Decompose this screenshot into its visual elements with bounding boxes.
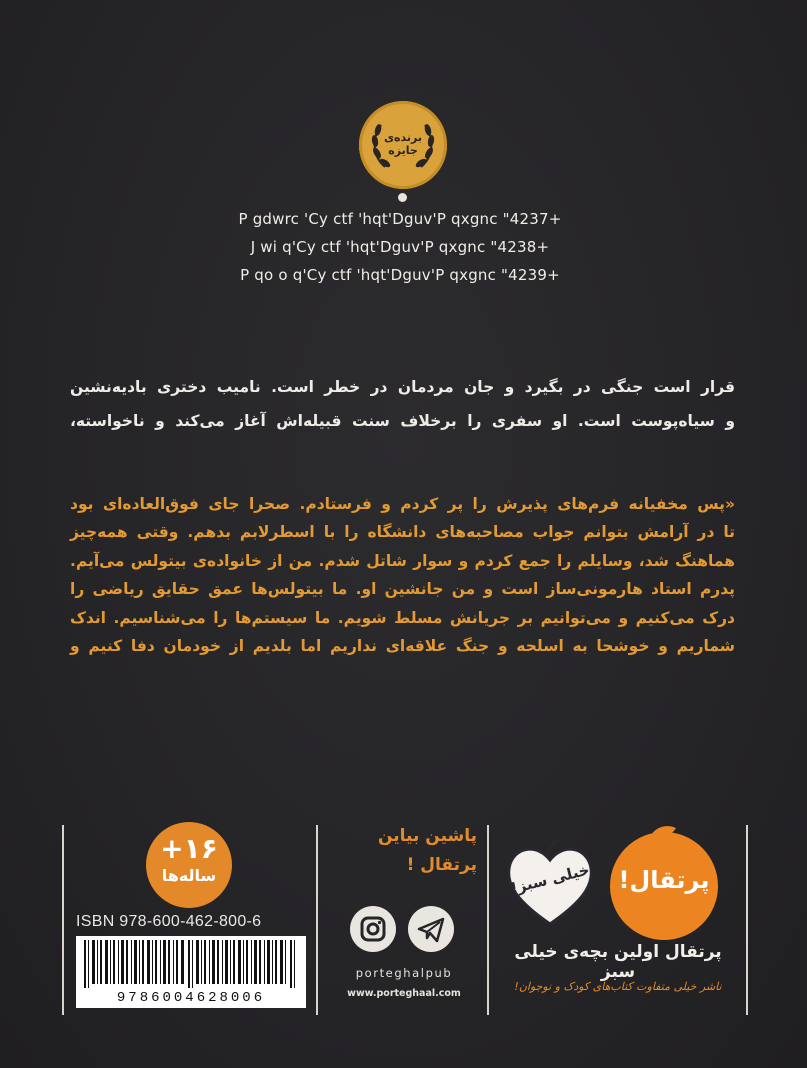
publisher-subtagline: ناشر خیلی متفاوت کتاب‌های کودک و نوجوان! <box>514 980 722 993</box>
divider-line <box>746 825 748 1015</box>
instagram-icon[interactable] <box>350 906 396 952</box>
barcode <box>76 936 306 1008</box>
excerpt-line: پدرم استاد هارمونی‌ساز است و من جانشین او. ما بیتولس‌ها عمق حقایق ریاضی را <box>70 580 735 599</box>
age-label: ساله‌ها <box>161 866 217 885</box>
age-number: +۱۶ <box>160 832 218 865</box>
excerpt-quote <box>70 490 735 660</box>
award-list <box>230 205 570 289</box>
excerpt-line: درک می‌کنیم و می‌توانیم بر جریانش مسلط شویم. ما سیستم‌ها را می‌شناسیم. اندک <box>70 608 735 627</box>
synopsis-line: قرار است جنگی در بگیرد و جان مردمان در خطر است. نامیب دختری بادیه‌نشین <box>70 378 735 396</box>
telegram-icon[interactable] <box>408 906 454 952</box>
kheili-sabz-logo <box>498 832 602 936</box>
barcode-digits: 9786004628006 <box>116 990 266 1006</box>
age-rating-badge <box>146 822 232 908</box>
join-us-text <box>327 822 477 880</box>
excerpt-line: «پس مخفیانه فرم‌های پذیرش را پر کردم و فرستادم. صحرا جای فوق‌العاده‌ای بود <box>70 495 735 513</box>
join-line: پرتقال ! <box>406 855 477 875</box>
divider-line <box>487 825 489 1015</box>
divider-line <box>316 825 318 1015</box>
publisher-logo-text: پرتقال! <box>618 866 710 894</box>
award-line: P gdwrc 'Cy ctf 'hqt'Dguv'P qxgnc "4237+ <box>238 210 562 228</box>
join-line: پاشین بیاین <box>377 826 477 846</box>
award-seal <box>359 101 447 189</box>
divider-dot <box>398 193 407 202</box>
barcode-bars <box>82 940 300 988</box>
publisher-tagline: پرتقال اولین بچه‌ی خیلی سبز <box>514 942 722 982</box>
publisher-logo <box>610 832 718 940</box>
excerpt-line: شماریم و خوشحا به اسلحه و جنگ علاقه‌ای نداریم اما بلدیم از خودمان دفا کنیم و <box>70 637 735 656</box>
synopsis-line: و سیاه‌پوست است. او سفری را برخلاف سنت قبیله‌اش آغاز می‌کند و ناخواسته، <box>70 412 735 430</box>
seal-label-line: جایزه <box>388 144 418 157</box>
kheili-sabz-text: خیلی سبز! <box>508 860 592 898</box>
award-line: J wi q'Cy ctf 'hqt'Dguv'P qxgnc "4238+ <box>250 238 550 256</box>
synopsis <box>70 370 735 438</box>
divider-line <box>62 825 64 1015</box>
social-handle[interactable]: porteghalpub <box>355 966 453 980</box>
excerpt-line: تا در آرامش بتوانم جواب مصاحبه‌های دانشگاه را با اسطرلابم بدهم. وقتی همه‌چیز <box>70 523 735 542</box>
isbn-text: ISBN 978-600-462-800-6 <box>76 913 262 930</box>
award-line: P qo o q'Cy ctf 'hqt'Dguv'P qxgnc "4239+ <box>240 266 560 284</box>
website-link[interactable]: www.porteghaal.com <box>347 988 461 999</box>
seal-label <box>359 131 447 157</box>
seal-label-line: برنده‌ی <box>383 131 423 144</box>
excerpt-line: هماهنگ شد، وسایلم را جمع کردم و سوار شاتل شدم. من از خانواده‌ی بیتولس می‌آیم. <box>70 551 735 570</box>
